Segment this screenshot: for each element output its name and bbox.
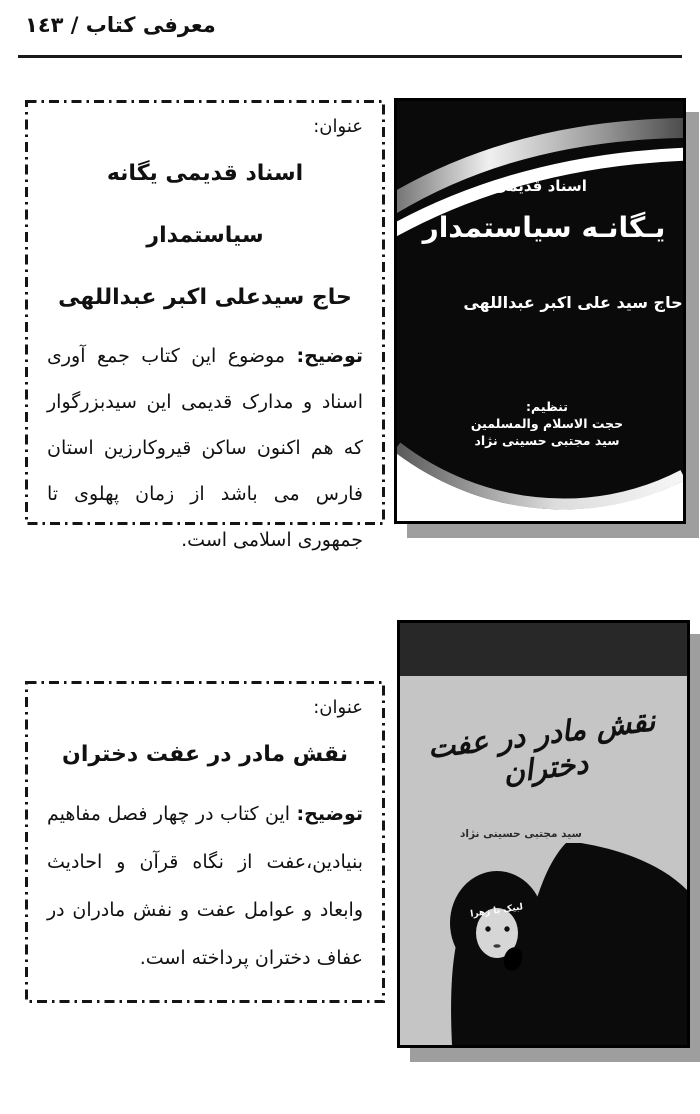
compiler-line-2: سید مجتبی حسینی نژاد <box>474 433 620 448</box>
description-label: توضیح: <box>296 345 363 367</box>
cover1-main-title: یـگانـه سیاستمدار <box>422 211 666 244</box>
header-divider-rule <box>18 55 682 58</box>
description-label: توضیح: <box>296 803 363 825</box>
book-title-line-1: نقش مادر در عفت دختران <box>62 742 348 767</box>
page-title: معرفی کتاب / ١٤٣ <box>25 13 216 37</box>
review-box-2 <box>25 681 385 1003</box>
review-box-1 <box>25 100 385 551</box>
book-title-line-1: اسناد قدیمی یگانه سیاستمدار <box>106 161 304 248</box>
book-title-line-2: حاج سیدعلی اکبر عبداللهی <box>58 285 352 310</box>
book-cover-1 <box>394 98 686 524</box>
cover2-top-bar <box>400 623 687 676</box>
mother-and-child-photo <box>400 843 687 1045</box>
baby-headband-text: لبیک یا زهرا <box>469 902 524 920</box>
cover1-series-line: اسناد قدیمی <box>493 177 587 195</box>
cover2-author-name: سید مجتبی حسینی نژاد <box>460 828 582 840</box>
description-text: موضوع این کتاب جمع آوری اسناد و مدارک قدیمی این سیدبزرگوار که هم اکنون ساکن قیروکارزین استان فارس می باشد از زمان پهلوی تا جمهوری اسلامی است. <box>47 345 363 551</box>
cover2-calligraphic-title: نقش مادر در عفت دختران <box>425 703 657 790</box>
book-cover-2 <box>397 620 690 1048</box>
description-text: این کتاب در چهار فصل مفاهیم بنیادین،عفت از نگاه قرآن و احادیث وابعاد و عوامل عفت و نفش مادران در عفاف دختران پرداخته است. <box>47 803 363 969</box>
compiler-label: تنظیم: <box>526 399 568 414</box>
cover1-compiler-block <box>411 398 683 449</box>
book-description <box>47 790 363 982</box>
title-field-label: عنوان: <box>313 116 363 137</box>
book-title <box>47 724 363 786</box>
book-title <box>47 143 363 329</box>
compiler-line-1: حجت الاسلام والمسلمین <box>470 416 624 431</box>
cover1-subtitle: حاج سید علی اکبر عبداللهی <box>463 293 683 312</box>
book-description <box>47 333 363 563</box>
title-field-label: عنوان: <box>313 697 363 718</box>
